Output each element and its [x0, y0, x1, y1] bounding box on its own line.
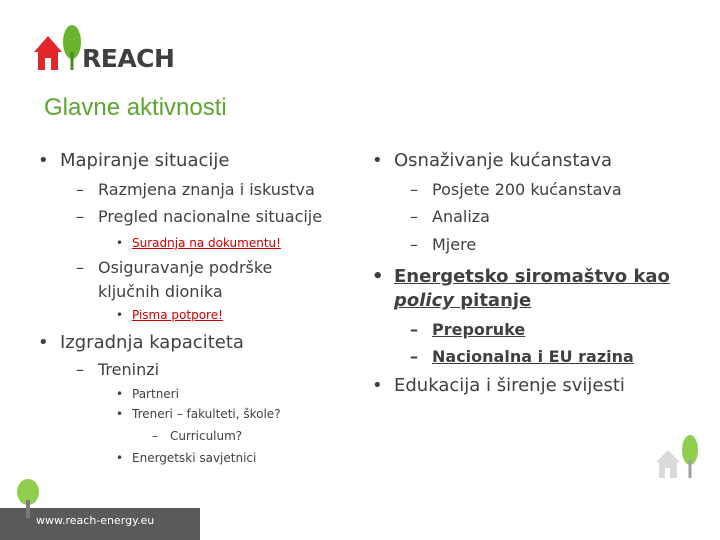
- footer-url[interactable]: www.reach-energy.eu: [36, 514, 155, 527]
- sub-osiguravanje-line2: ključnih dionika: [98, 282, 223, 301]
- page-title: Glavne aktivnosti: [44, 94, 227, 121]
- house-tree-icon: [654, 432, 704, 482]
- bullet-siromastvo-line2: policy pitanje: [394, 290, 532, 311]
- subsubsub-curriculum: – Curriculum?: [152, 429, 243, 443]
- sub-treninzi: – Treninzi: [76, 360, 160, 379]
- subsub-pisma: • Pisma potpore!: [116, 308, 223, 322]
- sub-preporuke: – Preporuke: [410, 320, 526, 339]
- bullet-edukacija: • Edukacija i širenje svijesti: [372, 375, 625, 396]
- subsub-partneri: • Partneri: [116, 387, 179, 401]
- logo-text: REACH: [82, 44, 175, 73]
- sub-posjete: – Posjete 200 kućanstava: [410, 180, 622, 199]
- subsub-suradnja: • Suradnja na dokumentu!: [116, 236, 281, 250]
- sub-mjere: – Mjere: [410, 235, 477, 254]
- tree-icon: [12, 478, 44, 518]
- sub-nacionalna: – Nacionalna i EU razina: [410, 347, 634, 366]
- subsub-savjetnici: • Energetski savjetnici: [116, 451, 257, 465]
- bullet-mapiranje: • Mapiranje situacije: [38, 150, 230, 171]
- bullet-osnazivanje: • Osnaživanje kućanstava: [372, 150, 613, 171]
- sub-razmjena: – Razmjena znanja i iskustva: [76, 180, 315, 199]
- sub-osiguravanje: – Osiguravanje podrške: [76, 258, 273, 277]
- subsub-treneri: • Treneri – fakulteti, škole?: [116, 407, 281, 421]
- sub-pregled: – Pregled nacionalne situacije: [76, 207, 323, 226]
- bullet-siromastvo: • Energetsko siromaštvo kao: [372, 266, 670, 287]
- bullet-izgradnja: • Izgradnja kapaciteta: [38, 332, 244, 353]
- sub-analiza: – Analiza: [410, 207, 490, 226]
